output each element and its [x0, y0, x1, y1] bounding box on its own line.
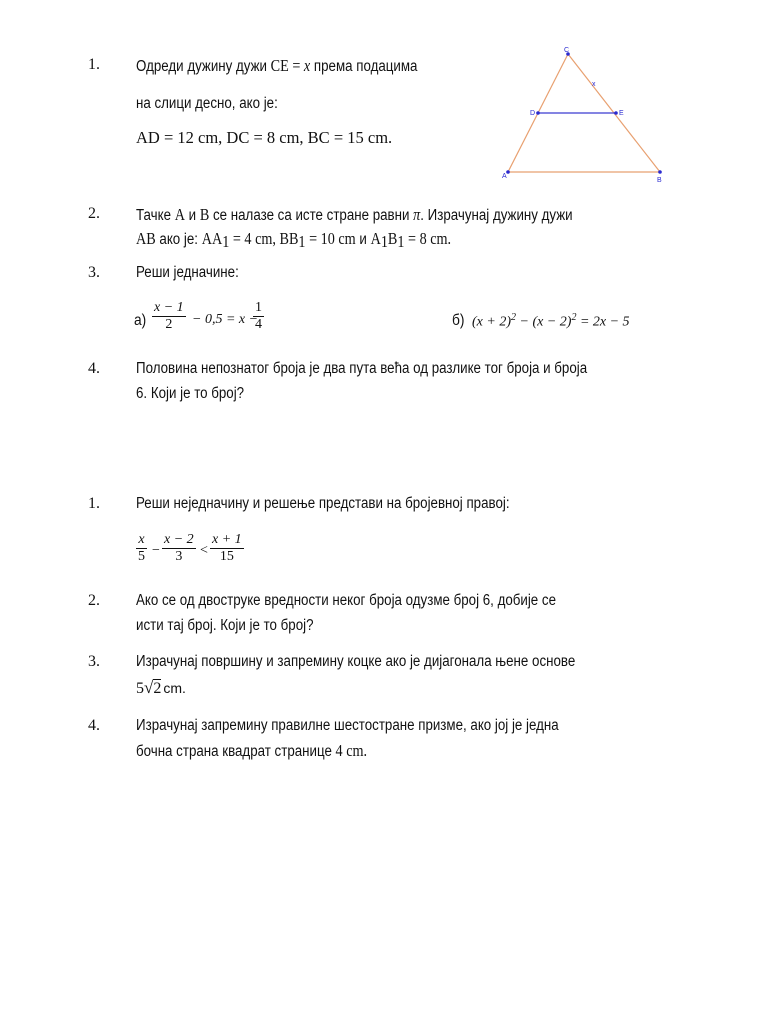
problem-number: 1.	[88, 56, 100, 73]
problem-1-line-3: AD = 12 cm, DC = 8 cm, BC = 15 cm.	[136, 128, 393, 147]
problem-4-line-2: бочна страна квадрат странице 4 cm.	[136, 741, 368, 760]
problem-1-line-1: Одреди дужину дужи CE = x према подацима	[136, 56, 418, 75]
equation-a-label: а)	[134, 312, 147, 329]
fraction-x-5: $\frac{x}{5}$	[138, 532, 145, 564]
equation-b: $(x + 2)^2 - (x - 2)^2 = 2x - 5$	[472, 312, 630, 330]
label-B: B	[657, 177, 662, 184]
fraction-x-plus-1-over-15: $\frac{x + 1}{15}$	[212, 532, 242, 564]
less-than-sign: <	[200, 543, 208, 558]
triangle-figure	[500, 44, 670, 184]
problem-number: 2.	[88, 205, 100, 222]
problem-number: 3.	[88, 264, 100, 281]
minus-sign: −	[152, 543, 160, 558]
fraction-a2: $\frac{1}{4}$	[255, 300, 262, 332]
sqrt-expression: 5√2 cm.	[136, 678, 186, 697]
problem-number: 4.	[88, 360, 100, 377]
problem-1-line-2: на слици десно, ако је:	[136, 95, 278, 112]
fraction-a1: $\frac{x - 1}{2}$	[154, 300, 184, 332]
problem-3-text: Реши једначине:	[136, 264, 239, 281]
problem-number: 4.	[88, 717, 100, 734]
label-D: D	[530, 110, 536, 117]
problem-number: 3.	[88, 653, 100, 670]
label-A: A	[502, 173, 507, 180]
problem-2-line-1: Тачке A и B се налазе са исте стране равни π. Израчунај дужину дужи	[136, 205, 573, 224]
problem-4-line-1: Израчунај запремину правилне шестостране призме, ако јој је једна	[136, 717, 559, 734]
point-E	[614, 111, 618, 115]
problem-4-line-1: Половина непознатог броја је два пута већа од разлике тог броја и броја	[136, 360, 588, 377]
point-B	[658, 170, 662, 174]
problem-3-line-1: Израчунај површину и запремину коцке ако је дијагонала њене основе	[136, 653, 576, 670]
equation-a-middle: − 0,5 = x −	[192, 312, 259, 327]
problem-2-line-1: Ако се од двоструке вредности неког броја одузме број 6, добије се	[136, 592, 557, 609]
problem-2-line-2: AB ако је: $AA_1 = 4$ cm, $BB_1 = 10$ cm и $A_1B_1 = 8$ cm.	[136, 229, 452, 251]
label-C: C	[564, 47, 570, 54]
problem-4-line-2: 6. Који је то број?	[136, 385, 245, 402]
problem-number: 1.	[88, 495, 100, 512]
problem-number: 2.	[88, 592, 100, 609]
problem-1-text: Реши неједначину и решење представи на бројевној правој:	[136, 495, 510, 512]
label-x: x	[592, 81, 596, 88]
point-A	[506, 170, 510, 174]
problem-2-line-2: исти тај број. Који је то број?	[136, 617, 314, 634]
label-E: E	[619, 110, 624, 117]
fraction-x-minus-2-over-3: $\frac{x - 2}{3}$	[164, 532, 194, 564]
point-D	[536, 111, 540, 115]
equation-b-label: б)	[452, 312, 465, 329]
